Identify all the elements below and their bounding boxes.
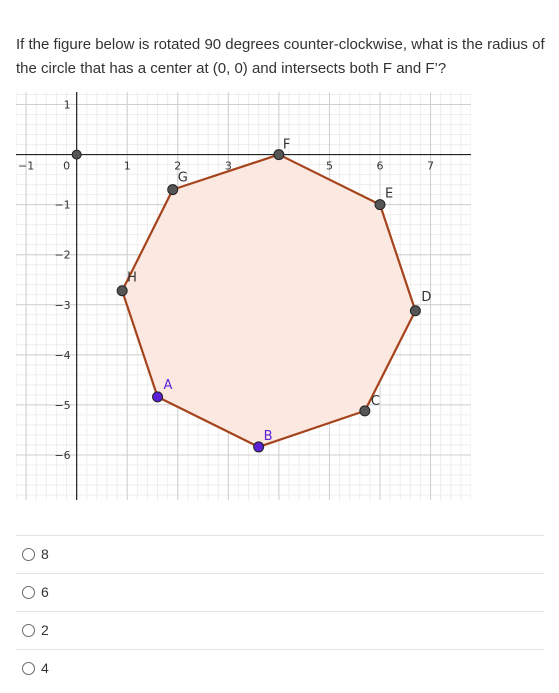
y-tick-label: −1 — [54, 198, 71, 212]
vertex-point-d — [410, 306, 420, 316]
choice-label: 6 — [41, 584, 49, 600]
choice-option-1[interactable] — [16, 535, 544, 573]
vertex-label-a: A — [163, 377, 173, 393]
vertex-point-c — [360, 406, 370, 416]
vertex-point-h — [117, 286, 127, 296]
x-tick-label: 1 — [123, 159, 131, 173]
vertex-point-e — [375, 200, 385, 210]
radio-button[interactable] — [22, 548, 35, 561]
vertex-label-g: G — [177, 170, 188, 186]
coordinate-graph — [16, 92, 471, 500]
x-tick-label: 3 — [224, 159, 232, 173]
y-tick-label: −5 — [54, 398, 71, 412]
y-tick-label: −4 — [54, 348, 71, 362]
radio-button[interactable] — [22, 662, 35, 675]
choice-option-2[interactable] — [16, 573, 544, 611]
origin-point — [72, 150, 81, 159]
choice-option-3[interactable] — [16, 611, 544, 649]
y-tick-label: 1 — [63, 98, 71, 112]
choice-label: 8 — [41, 546, 49, 562]
vertex-label-f: F — [282, 137, 291, 153]
x-tick-label: 6 — [376, 159, 384, 173]
vertex-label-d: D — [421, 289, 432, 305]
choice-label: 4 — [41, 660, 49, 676]
x-tick-label: −1 — [18, 159, 35, 173]
vertex-label-c: C — [370, 393, 380, 409]
x-tick-label: 7 — [427, 159, 435, 173]
x-tick-label: 5 — [325, 159, 333, 173]
y-tick-label: −6 — [54, 448, 71, 462]
vertex-label-e: E — [385, 186, 394, 202]
x-tick-label: 2 — [174, 159, 182, 173]
radio-button[interactable] — [22, 586, 35, 599]
answer-choices — [16, 535, 544, 687]
radio-button[interactable] — [22, 624, 35, 637]
vertex-point-a — [153, 392, 163, 402]
vertex-point-b — [254, 442, 264, 452]
question-text: If the figure below is rotated 90 degrees counter-clockwise, what is the radius of the circle that has a center at (0, 0) and intersects both F and F’? — [16, 36, 545, 77]
vertex-label-b: B — [263, 428, 273, 444]
vertex-label-h: H — [127, 270, 137, 286]
y-tick-label: −2 — [54, 248, 71, 262]
choice-label: 2 — [41, 622, 49, 638]
x-tick-label: 0 — [63, 159, 71, 173]
choice-option-4[interactable] — [16, 649, 544, 687]
vertex-point-g — [168, 185, 178, 195]
y-tick-label: −3 — [54, 298, 71, 312]
